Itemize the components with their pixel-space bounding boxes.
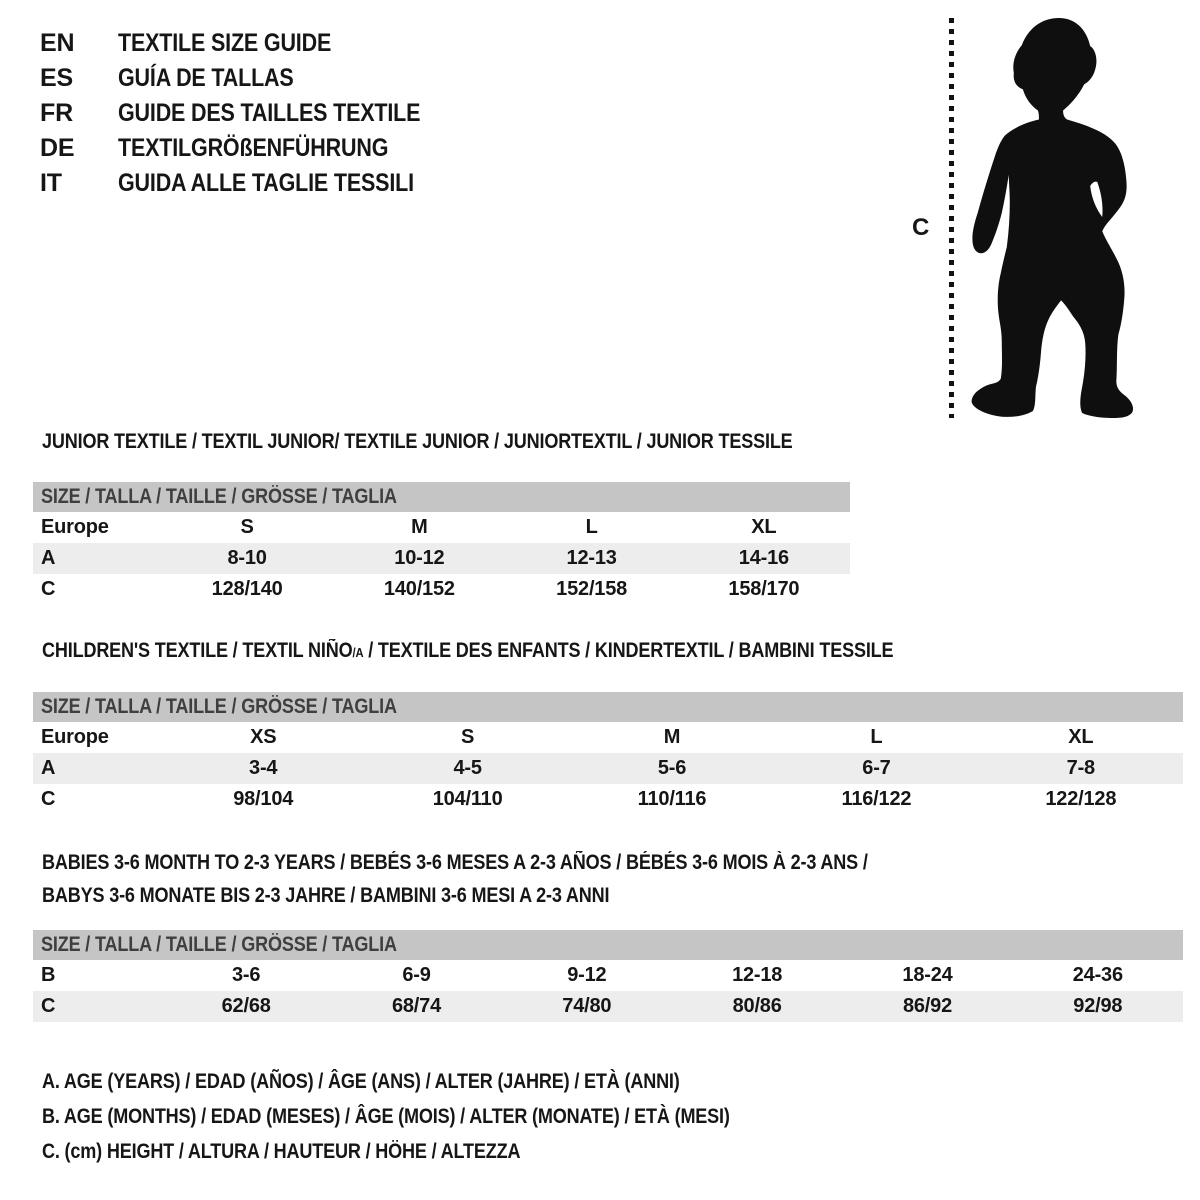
language-code: FR [40,99,73,127]
table-header [33,930,1183,960]
table-cell: 3-6 [232,964,261,986]
language-row [40,131,470,166]
children-title-sub: /A [352,645,364,660]
table-cell: 122/128 [1045,788,1117,810]
row-label-cell: Europe [41,726,109,748]
children-title-prefix: CHILDREN'S TEXTILE / TEXTIL NIÑO [42,639,353,662]
language-title: GUÍA DE TALLAS [118,64,294,92]
table-cell: M [411,516,428,538]
babies-section-title [42,846,1002,912]
language-row [40,61,470,96]
junior-size-table [33,482,850,605]
table-header-label: SIZE / TALLA / TAILLE / GRÖSSE / TAGLIA [41,933,397,956]
language-title: GUIDA ALLE TAGLIE TESSILI [118,169,414,197]
table-row [33,543,850,574]
row-label-cell: C [41,578,56,600]
language-row [40,166,470,201]
junior-section-title [42,431,915,453]
height-label-c: C [912,214,930,241]
table-cell: 3-4 [249,757,278,779]
table-cell: 5-6 [657,757,687,779]
table-cell: 104/110 [432,788,503,810]
babies-title-line2: BABYS 3-6 MONATE BIS 2-3 JAHRE / BAMBINI 3-6 MESI A 2-3 ANNI [42,884,610,907]
table-cell: 80/86 [732,995,782,1017]
table-cell: S [240,516,254,538]
legend-line-a: A. AGE (YEARS) / EDAD (AÑOS) / ÂGE (ANS) / ALTER (JAHRE) / ETÀ (ANNI) [42,1070,680,1093]
language-code: DE [40,134,75,162]
table-cell: M [663,726,681,748]
children-size-table [33,692,1183,815]
table-cell: 24-36 [1072,964,1123,986]
table-cell: 152/158 [556,578,628,600]
table-cell: L [870,726,883,748]
table-cell: 6-9 [402,964,431,986]
table-cell: 62/68 [221,995,271,1017]
table-cell: S [461,726,475,748]
table-header [33,482,850,512]
table-row [33,512,850,543]
children-section-title [42,640,1032,664]
junior-section-title-text: JUNIOR TEXTILE / TEXTIL JUNIOR/ TEXTILE JUNIOR / JUNIORTEXTIL / JUNIOR TESSILE [42,430,793,453]
language-title-list [40,26,470,201]
table-header-label: SIZE / TALLA / TAILLE / GRÖSSE / TAGLIA [41,695,397,718]
table-cell: 74/80 [562,995,612,1017]
table-row [33,784,1183,815]
baby-silhouette-icon [963,16,1135,418]
row-label-cell: C [41,995,56,1017]
table-row [33,753,1183,784]
language-row [40,26,470,61]
table-cell: 7-8 [1066,757,1095,779]
table-cell: 4-5 [453,757,482,779]
table-row [33,574,850,605]
table-cell: 116/122 [841,788,912,810]
table-cell: 110/116 [637,788,707,810]
language-row [40,96,470,131]
language-title: GUIDE DES TAILLES TEXTILE [118,99,421,127]
table-cell: L [585,516,598,538]
table-cell: 9-12 [567,964,607,986]
language-title: TEXTILGRÖßENFÜHRUNG [118,134,389,162]
language-code: ES [40,64,73,92]
children-title-suffix: / TEXTILE DES ENFANTS / KINDERTEXTIL / BAMBINI TESSILE [363,639,894,662]
table-row [33,722,1183,753]
legend-line-c: C. (cm) HEIGHT / ALTURA / HAUTEUR / HÖHE / ALTEZZA [42,1140,521,1163]
row-label-cell: Europe [41,516,109,538]
table-cell: 68/74 [391,995,442,1017]
language-title: TEXTILE SIZE GUIDE [118,29,332,57]
row-label-cell: C [41,788,56,810]
table-cell: 8-10 [227,547,267,569]
table-cell: 158/170 [728,578,800,600]
table-cell: 12-13 [566,547,617,569]
table-cell: 86/92 [902,995,952,1017]
legend [42,1064,842,1169]
table-cell: 12-18 [732,964,783,986]
table-header [33,692,1183,722]
table-cell: 18-24 [902,964,953,986]
table-row [33,960,1183,991]
table-cell: 14-16 [738,547,789,569]
babies-size-table [33,930,1183,1022]
row-label-cell: A [41,757,56,779]
table-cell: XL [1068,726,1094,748]
language-code: IT [40,169,62,197]
legend-line-b: B. AGE (MONTHS) / EDAD (MESES) / ÂGE (MOIS) / ALTER (MONATE) / ETÀ (MESI) [42,1105,730,1128]
babies-title-line1: BABIES 3-6 MONTH TO 2-3 YEARS / BEBÉS 3-6 MESES A 2-3 AÑOS / BÉBÉS 3-6 MOIS À 2-3 ANS / [42,851,868,874]
table-cell: 98/104 [233,788,294,810]
table-cell: 6-7 [862,757,891,779]
table-cell: 128/140 [211,578,283,600]
table-cell: 140/152 [383,578,455,600]
table-header-label: SIZE / TALLA / TAILLE / GRÖSSE / TAGLIA [41,485,397,508]
table-cell: 92/98 [1073,995,1123,1017]
row-label-cell: B [41,964,56,986]
table-row [33,991,1183,1022]
children-section-title-text [42,640,893,664]
table-cell: 10-12 [394,547,445,569]
table-cell: XS [250,726,277,748]
table-cell: XL [751,516,777,538]
height-measure-dashed-line [949,18,954,418]
language-code: EN [40,29,75,57]
row-label-cell: A [41,547,56,569]
